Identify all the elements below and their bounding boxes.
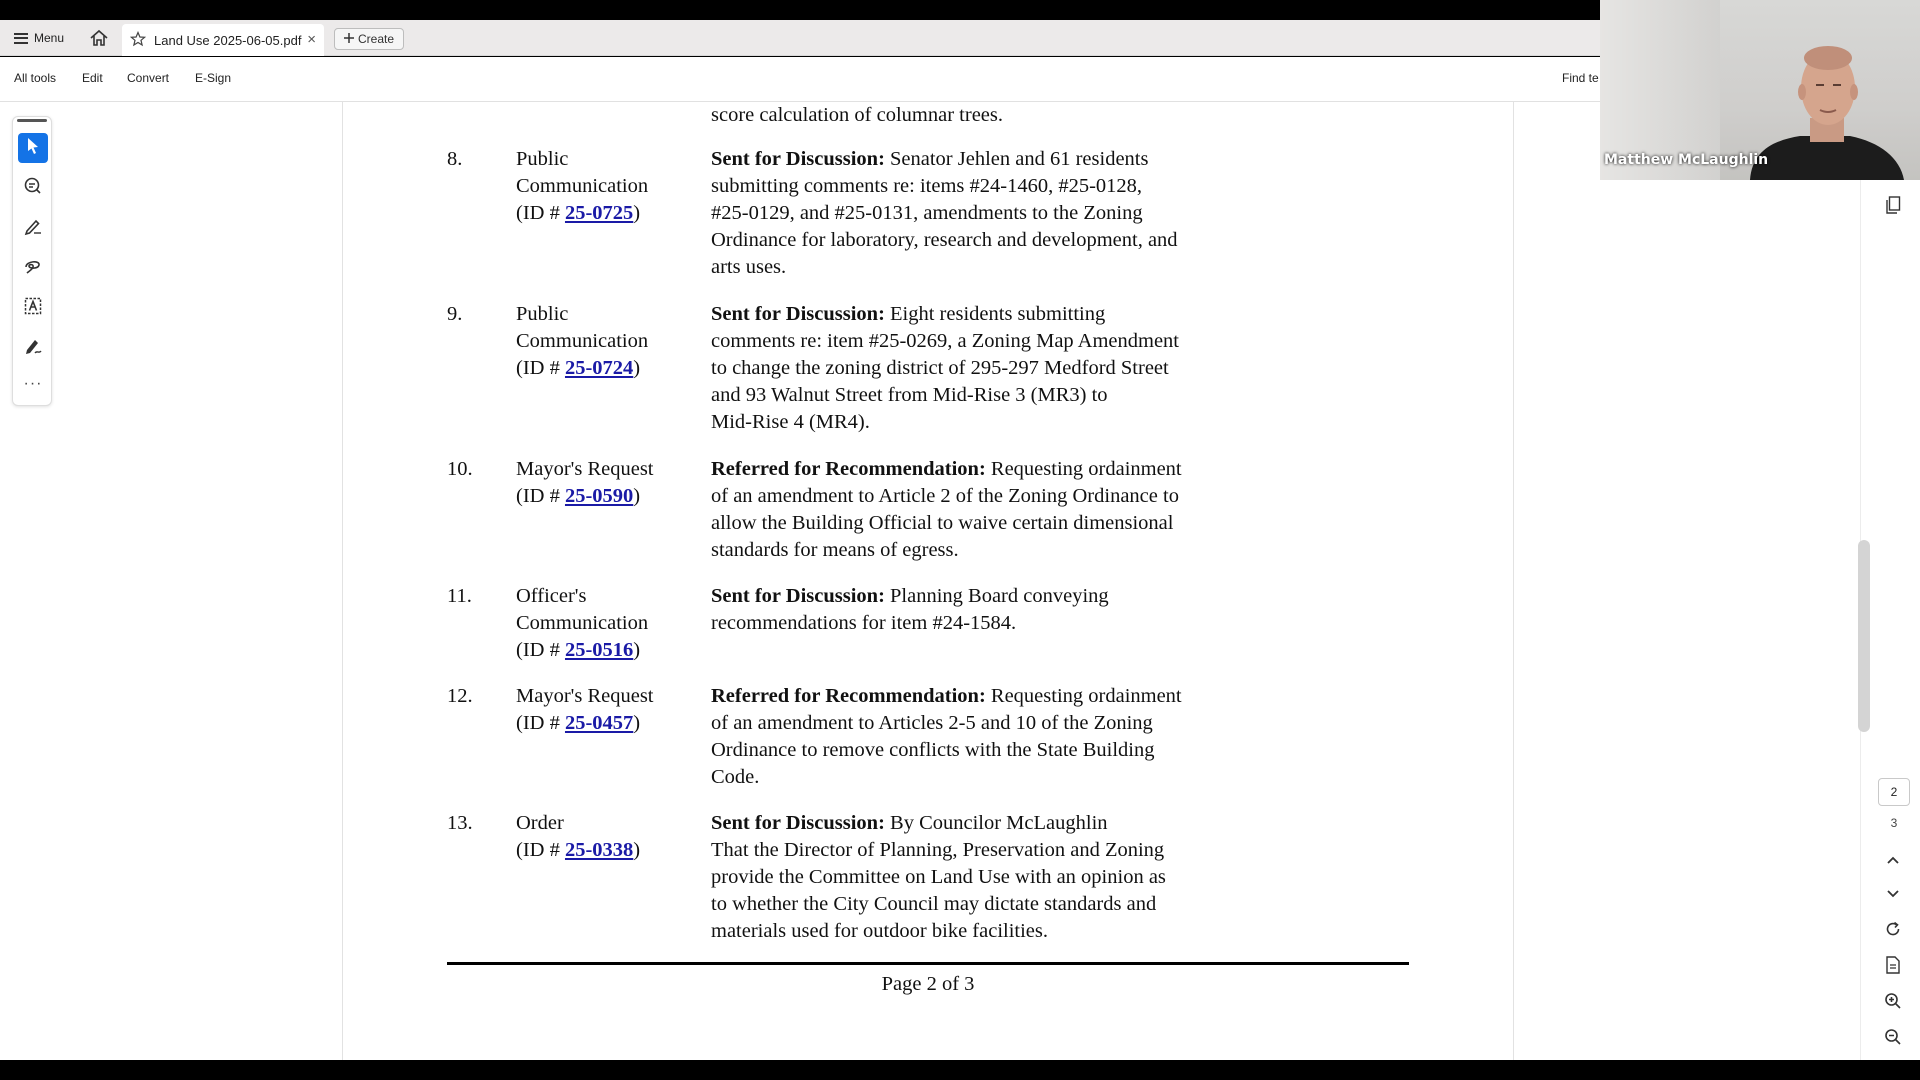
description-line: and 93 Walnut Street from Mid-Rise 3 (MR3) to	[711, 384, 1108, 406]
description-line	[711, 583, 1271, 610]
find-text-button[interactable]: Find te	[1562, 71, 1599, 85]
item-action: Referred for Recommendation:	[711, 685, 986, 707]
page-footer: Page 2 of 3	[881, 973, 975, 995]
footer-rule	[447, 962, 1409, 965]
tab-title: Land Use 2025-06-05.pdf	[154, 32, 302, 48]
item-type	[516, 583, 696, 664]
comment-tool-button[interactable]	[18, 173, 48, 203]
description-line: That the Director of Planning, Preservation and Zoning	[711, 839, 1165, 861]
comment-icon	[23, 176, 43, 201]
description-text: Requesting ordainment	[985, 685, 1182, 707]
id-prefix: (ID #	[516, 485, 565, 507]
id-prefix: (ID #	[516, 839, 565, 861]
chevron-up-icon	[1886, 852, 1900, 868]
description-line: provide the Committee on Land Use with an opinion as	[711, 866, 1166, 888]
cursor-icon	[25, 137, 41, 160]
pdf-page	[342, 102, 1514, 1060]
select-tool-button[interactable]	[18, 133, 48, 163]
description-line	[711, 146, 1271, 173]
copy-pages-icon	[1885, 196, 1901, 217]
item-number: 11.	[447, 585, 472, 607]
item-type	[516, 810, 696, 864]
text-tool-button[interactable]	[18, 293, 48, 323]
refresh-icon	[1884, 920, 1902, 941]
item-id	[516, 355, 696, 382]
item-type	[516, 456, 696, 510]
description-text: Planning Board conveying	[884, 585, 1109, 607]
item-id-link[interactable]: 25-0457	[564, 712, 634, 734]
item-description	[711, 301, 1271, 436]
item-action: Sent for Discussion:	[711, 585, 885, 607]
item-type-line: Public	[516, 148, 569, 170]
previous-item-fragment: score calculation of columnar trees.	[711, 104, 1003, 126]
item-type-line: Order	[516, 812, 564, 834]
description-line: arts uses.	[711, 256, 787, 278]
item-description	[711, 683, 1271, 791]
description-line: Mid-Rise 4 (MR4).	[711, 411, 870, 433]
item-id-link[interactable]: 25-0338	[564, 839, 634, 861]
item-description	[711, 146, 1271, 281]
current-page-input[interactable]: 2	[1878, 778, 1910, 806]
item-type	[516, 301, 696, 382]
menu-edit[interactable]: Edit	[82, 71, 103, 85]
item-description	[711, 810, 1271, 945]
page-view-button[interactable]	[1881, 954, 1905, 978]
description-line: allow the Building Official to waive certain dimensional	[711, 512, 1174, 534]
item-type-line: Mayor's Request	[516, 458, 654, 480]
freehand-icon	[23, 256, 43, 281]
create-label: Create	[357, 32, 395, 46]
description-line: submitting comments re: items #24-1460, #25-0128,	[711, 175, 1143, 197]
tab-document[interactable]	[122, 24, 324, 56]
description-line: of an amendment to Article 2 of the Zoning Ordinance to	[711, 485, 1179, 507]
item-action: Sent for Discussion:	[711, 812, 885, 834]
vertical-scrollbar-thumb[interactable]	[1858, 540, 1870, 732]
home-icon[interactable]	[88, 28, 110, 48]
participant-name: Matthew McLaughlin	[1604, 152, 1769, 168]
item-description	[711, 583, 1271, 637]
item-type-line: Mayor's Request	[516, 685, 654, 707]
item-action: Sent for Discussion:	[711, 303, 885, 325]
item-number: 12.	[447, 685, 473, 707]
previous-page-button[interactable]	[1881, 848, 1905, 872]
item-type-line: Communication	[516, 175, 649, 197]
item-id	[516, 837, 696, 864]
pen-icon	[23, 216, 43, 241]
menu-button[interactable]	[14, 28, 64, 48]
chevron-down-icon	[1886, 886, 1900, 902]
menu-e-sign[interactable]: E-Sign	[195, 71, 232, 85]
description-line: standards for means of egress.	[711, 539, 959, 561]
description-line: Ordinance for laboratory, research and development, and	[711, 229, 1178, 251]
item-type	[516, 146, 696, 227]
description-text: By Councilor McLaughlin	[884, 812, 1108, 834]
page-thumbnails-button[interactable]	[1881, 194, 1905, 218]
menu-label: Menu	[34, 31, 65, 45]
id-suffix: )	[633, 357, 641, 379]
description-line: recommendations for item #24-1584.	[711, 612, 1017, 634]
description-text: Senator Jehlen and 61 residents	[884, 148, 1149, 170]
description-line: Ordinance to remove conflicts with the State Building	[711, 739, 1155, 761]
quick-tools-toolbar	[12, 116, 52, 406]
menu-convert[interactable]: Convert	[127, 71, 170, 85]
description-line: materials used for outdoor bike facilities.	[711, 920, 1049, 942]
item-id-link[interactable]: 25-0516	[564, 639, 634, 661]
item-number: 9.	[447, 303, 463, 325]
item-number: 10.	[447, 458, 473, 480]
item-id	[516, 710, 696, 737]
item-description	[711, 456, 1271, 564]
more-tools-icon[interactable]: ···	[23, 375, 43, 392]
menu-all-tools[interactable]: All tools	[14, 71, 57, 85]
sign-tool-button[interactable]	[18, 333, 48, 363]
hamburger-icon	[14, 33, 28, 44]
rotate-button[interactable]	[1881, 918, 1905, 942]
zoom-out-button[interactable]	[1881, 1026, 1905, 1050]
text-box-icon	[23, 296, 43, 321]
description-line	[711, 810, 1271, 837]
description-line: Code.	[711, 766, 760, 788]
description-text: Eight residents submitting	[884, 303, 1106, 325]
id-suffix: )	[633, 485, 641, 507]
id-prefix: (ID #	[516, 357, 565, 379]
webcam-overlay	[1600, 0, 1920, 180]
item-type-line: Communication	[516, 330, 649, 352]
id-suffix: )	[633, 712, 641, 734]
description-line: of an amendment to Articles 2-5 and 10 of the Zoning	[711, 712, 1153, 734]
total-pages: 3	[1890, 816, 1898, 830]
toolbar-grip[interactable]	[17, 119, 47, 122]
item-id	[516, 637, 696, 664]
plus-icon	[344, 32, 354, 46]
id-prefix: (ID #	[516, 712, 565, 734]
create-button[interactable]	[334, 28, 404, 50]
menu-bar	[0, 57, 1600, 102]
next-page-button[interactable]	[1881, 882, 1905, 906]
draw-tool-button[interactable]	[18, 253, 48, 283]
description-line	[711, 456, 1271, 483]
document-icon	[1885, 956, 1901, 977]
item-id	[516, 483, 696, 510]
zoom-out-icon	[1884, 1028, 1902, 1049]
item-id-link[interactable]: 25-0590	[564, 485, 634, 507]
item-type-line: Officer's	[516, 585, 587, 607]
description-line: to change the zoning district of 295-297 Medford Street	[711, 357, 1169, 379]
close-tab-icon[interactable]: ×	[307, 31, 316, 48]
item-id-link[interactable]: 25-0725	[564, 202, 634, 224]
zoom-in-icon	[1884, 992, 1902, 1013]
item-number: 8.	[447, 148, 463, 170]
item-number: 13.	[447, 812, 473, 834]
id-prefix: (ID #	[516, 202, 565, 224]
highlight-tool-button[interactable]	[18, 213, 48, 243]
bottom-letterbox	[0, 1060, 1920, 1080]
description-line	[711, 301, 1271, 328]
star-icon[interactable]	[130, 31, 146, 50]
item-type-line: Communication	[516, 612, 649, 634]
description-line	[711, 683, 1271, 710]
item-type-line: Public	[516, 303, 569, 325]
item-id-link[interactable]: 25-0724	[564, 357, 634, 379]
item-id	[516, 200, 696, 227]
id-suffix: )	[633, 202, 641, 224]
signature-icon	[23, 336, 43, 361]
description-line: to whether the City Council may dictate standards and	[711, 893, 1157, 915]
description-line: #25-0129, and #25-0131, amendments to the Zoning	[711, 202, 1143, 224]
tab-bar	[0, 20, 1600, 56]
id-suffix: )	[633, 639, 641, 661]
item-action: Referred for Recommendation:	[711, 458, 986, 480]
id-suffix: )	[633, 839, 641, 861]
description-line: comments re: item #25-0269, a Zoning Map Amendment	[711, 330, 1179, 352]
id-prefix: (ID #	[516, 639, 565, 661]
description-text: Requesting ordainment	[985, 458, 1182, 480]
item-action: Sent for Discussion:	[711, 148, 885, 170]
workspace	[0, 102, 1920, 1060]
zoom-in-button[interactable]	[1881, 990, 1905, 1014]
item-type	[516, 683, 696, 737]
